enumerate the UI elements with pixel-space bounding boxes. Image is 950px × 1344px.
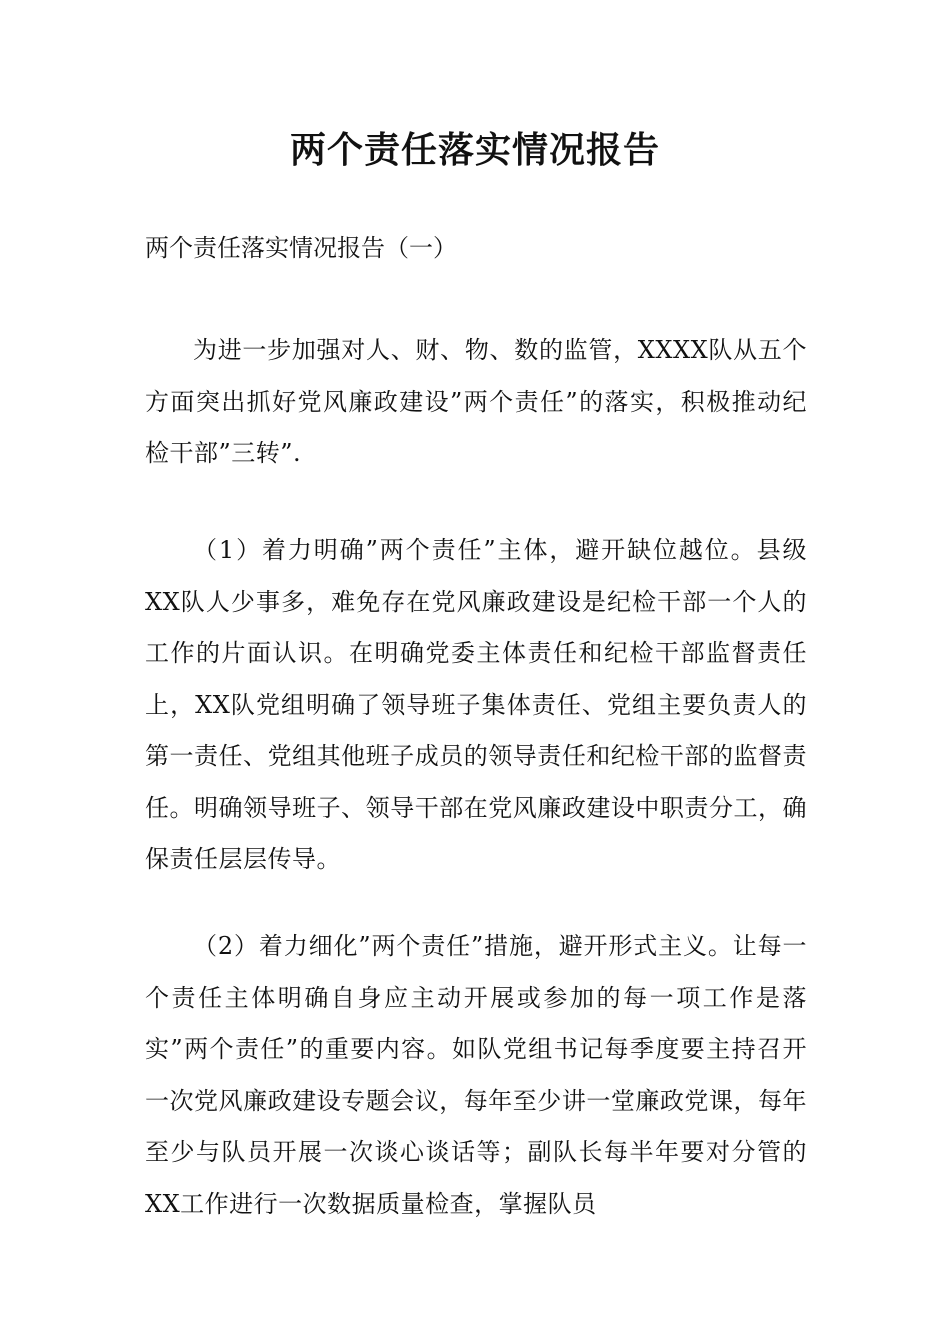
document-subtitle: 两个责任落实情况报告（一） (145, 234, 457, 262)
document-title: 两个责任落实情况报告 (289, 130, 660, 171)
paragraph-3: （2）着力细化”两个责任”措施，避开形式主义。让每一个责任主体明确自身应主动开展或参加的每一项工作是落实”两个责任”的重要内容。如队党组书记每季度要主持召开一次党风廉政建设专题会议，每年至少讲一堂廉政党课，每年至少与队员开展一次谈心谈话等；副队长每半年要对分管的XX工作进行一次数据质量检查，掌握队员 (145, 932, 807, 1218)
paragraph-2: （1）着力明确”两个责任”主体，避开缺位越位。县级XX队人少事多，难免存在党风廉政建设是纪检干部一个人的工作的片面认识。在明确党委主体责任和纪检干部监督责任上，XX队党组明确了领导班子集体责任、党组主要负责人的第一责任、党组其他班子成员的领导责任和纪检干部的监督责任。明确领导班子、领导干部在党风廉政建设中职责分工，确保责任层层传导。 (145, 536, 807, 873)
paragraph-1: 为进一步加强对人、财、物、数的监管，XXXX队从五个方面突出抓好党风廉政建设”两个责任”的落实，积极推动纪检干部”三转”. (145, 336, 807, 467)
